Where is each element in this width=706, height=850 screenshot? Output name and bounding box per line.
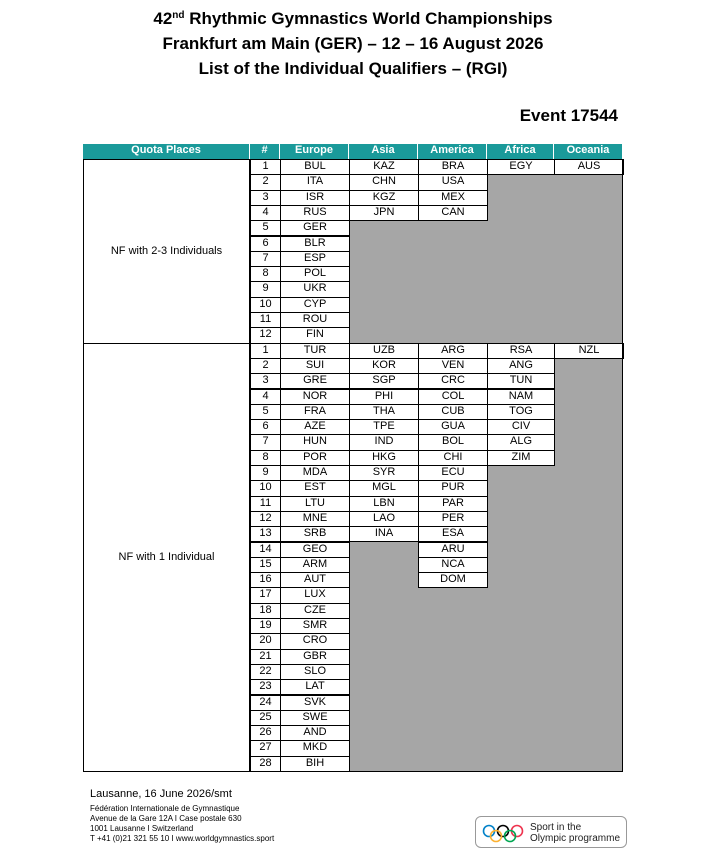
row-number: 15 — [250, 557, 281, 573]
column-header: # — [250, 144, 280, 159]
row-number: 8 — [250, 450, 281, 466]
row-number: 28 — [250, 756, 281, 772]
quota-label-text: NF with 1 Individual — [118, 551, 215, 564]
country-code: CAN — [418, 205, 488, 221]
country-code: BRA — [418, 159, 488, 175]
country-code: GUA — [418, 419, 488, 435]
country-code: ARG — [418, 343, 488, 359]
country-code: FRA — [280, 404, 350, 420]
country-code: TUR — [280, 343, 350, 359]
row-number: 13 — [250, 526, 281, 542]
country-code: CIV — [487, 419, 555, 435]
country-code: KOR — [349, 358, 419, 374]
olympic-badge — [475, 816, 627, 848]
country-code: USA — [418, 174, 488, 190]
row-number: 25 — [250, 710, 281, 726]
column-header: Quota Places — [83, 144, 250, 159]
country-code: MDA — [280, 465, 350, 481]
column-header: America — [418, 144, 487, 159]
row-number: 20 — [250, 633, 281, 649]
country-code: POL — [280, 266, 350, 282]
country-code: UKR — [280, 281, 350, 297]
country-code: HUN — [280, 434, 350, 450]
country-code: JPN — [349, 205, 419, 221]
column-header: Oceania — [554, 144, 623, 159]
title-line-3: List of the Individual Qualifiers – (RGI) — [198, 59, 508, 78]
address-block — [90, 804, 274, 844]
row-number: 4 — [250, 205, 281, 221]
row-number: 4 — [250, 389, 281, 405]
country-code: KGZ — [349, 190, 419, 206]
country-code: EST — [280, 480, 350, 496]
row-number: 17 — [250, 587, 281, 603]
country-code: POR — [280, 450, 350, 466]
row-number: 2 — [250, 358, 281, 374]
country-code: PUR — [418, 480, 488, 496]
country-code: ARM — [280, 557, 350, 573]
country-code: RUS — [280, 205, 350, 221]
country-code: SMR — [280, 618, 350, 634]
country-code: LAT — [280, 679, 350, 695]
country-code: EGY — [487, 159, 555, 175]
country-code: ALG — [487, 434, 555, 450]
country-code: INA — [349, 526, 419, 542]
row-number: 3 — [250, 373, 281, 389]
title-line-2: Frankfurt am Main (GER) – 12 – 16 August 2026 — [162, 34, 544, 53]
country-code: TUN — [487, 373, 555, 389]
country-code: BIH — [280, 756, 350, 772]
row-number: 10 — [250, 297, 281, 313]
title-line-1: 42nd Rhythmic Gymnastics World Championships — [153, 9, 553, 28]
row-number: 24 — [250, 695, 281, 711]
row-number: 21 — [250, 649, 281, 665]
row-number: 9 — [250, 281, 281, 297]
row-number: 11 — [250, 496, 281, 512]
country-code: ANG — [487, 358, 555, 374]
row-number: 7 — [250, 251, 281, 267]
row-number: 23 — [250, 679, 281, 695]
quota-label — [83, 343, 250, 772]
country-code: MKD — [280, 740, 350, 756]
country-code: SVK — [280, 695, 350, 711]
row-number: 2 — [250, 174, 281, 190]
row-number: 16 — [250, 572, 281, 588]
column-header: Africa — [487, 144, 554, 159]
country-code: AZE — [280, 419, 350, 435]
country-code: LBN — [349, 496, 419, 512]
country-code: PAR — [418, 496, 488, 512]
country-code: VEN — [418, 358, 488, 374]
country-code: BOL — [418, 434, 488, 450]
country-code: MGL — [349, 480, 419, 496]
country-code: ROU — [280, 312, 350, 328]
country-code: CYP — [280, 297, 350, 313]
country-code: AUS — [554, 159, 624, 175]
country-code: SLO — [280, 664, 350, 680]
country-code: LTU — [280, 496, 350, 512]
olympic-rings-icon — [482, 824, 526, 844]
row-number: 9 — [250, 465, 281, 481]
place-date: Lausanne, 16 June 2026/smt — [90, 788, 232, 800]
country-code: LUX — [280, 587, 350, 603]
contact-line: T +41 (0)21 321 55 10 I www.worldgymnastics.sport — [90, 834, 275, 843]
country-code: IND — [349, 434, 419, 450]
row-number: 7 — [250, 434, 281, 450]
event-number: Event 17544 — [519, 106, 618, 125]
row-number: 12 — [250, 327, 281, 343]
country-code: SRB — [280, 526, 350, 542]
country-code: SGP — [349, 373, 419, 389]
country-code: CZE — [280, 603, 350, 619]
country-code: CHI — [418, 450, 488, 466]
country-code: TOG — [487, 404, 555, 420]
row-number: 22 — [250, 664, 281, 680]
column-header: Asia — [349, 144, 418, 159]
row-number: 11 — [250, 312, 281, 328]
country-code: KAZ — [349, 159, 419, 175]
country-code: UZB — [349, 343, 419, 359]
country-code: MNE — [280, 511, 350, 527]
row-number: 27 — [250, 740, 281, 756]
row-number: 6 — [250, 419, 281, 435]
country-code: NZL — [554, 343, 624, 359]
country-code: ESA — [418, 526, 488, 542]
address-line-2: 1001 Lausanne I Switzerland — [90, 824, 194, 833]
country-code: GEO — [280, 542, 350, 558]
country-code: TPE — [349, 419, 419, 435]
country-code: GRE — [280, 373, 350, 389]
country-code: DOM — [418, 572, 488, 588]
country-code: CRC — [418, 373, 488, 389]
country-code: SUI — [280, 358, 350, 374]
address-line-1: Avenue de la Gare 12A I Case postale 630 — [90, 814, 242, 823]
country-code: ARU — [418, 542, 488, 558]
quota-label-text: NF with 2-3 Individuals — [110, 245, 223, 258]
country-code: NCA — [418, 557, 488, 573]
row-number: 14 — [250, 542, 281, 558]
country-code: MEX — [418, 190, 488, 206]
row-number: 1 — [250, 343, 281, 359]
country-code: PER — [418, 511, 488, 527]
country-code: CUB — [418, 404, 488, 420]
row-number: 19 — [250, 618, 281, 634]
country-code: THA — [349, 404, 419, 420]
row-number: 6 — [250, 236, 281, 252]
quota-label — [83, 159, 250, 344]
row-number: 5 — [250, 404, 281, 420]
row-number: 10 — [250, 480, 281, 496]
country-code: COL — [418, 389, 488, 405]
country-code: ITA — [280, 174, 350, 190]
row-number: 12 — [250, 511, 281, 527]
country-code: PHI — [349, 389, 419, 405]
country-code: NOR — [280, 389, 350, 405]
column-header: Europe — [280, 144, 349, 159]
country-code: CRO — [280, 633, 350, 649]
row-number: 18 — [250, 603, 281, 619]
country-code: GBR — [280, 649, 350, 665]
country-code: ISR — [280, 190, 350, 206]
row-number: 5 — [250, 220, 281, 236]
country-code: CHN — [349, 174, 419, 190]
olympic-text: Sport in the Olympic programme — [530, 822, 621, 844]
country-code: RSA — [487, 343, 555, 359]
country-code: BLR — [280, 236, 350, 252]
country-code: AND — [280, 725, 350, 741]
country-code: GER — [280, 220, 350, 236]
country-code: AUT — [280, 572, 350, 588]
row-number: 3 — [250, 190, 281, 206]
row-number: 1 — [250, 159, 281, 175]
country-code: ZIM — [487, 450, 555, 466]
country-code: ESP — [280, 251, 350, 267]
country-code: SWE — [280, 710, 350, 726]
country-code: BUL — [280, 159, 350, 175]
section-border — [349, 343, 623, 772]
country-code: FIN — [280, 327, 350, 343]
country-code: NAM — [487, 389, 555, 405]
row-number: 26 — [250, 725, 281, 741]
country-code: ECU — [418, 465, 488, 481]
country-code: SYR — [349, 465, 419, 481]
row-number: 8 — [250, 266, 281, 282]
org-name: Fédération Internationale de Gymnastique — [90, 804, 240, 813]
country-code: LAO — [349, 511, 419, 527]
section-border — [349, 159, 623, 344]
country-code: HKG — [349, 450, 419, 466]
